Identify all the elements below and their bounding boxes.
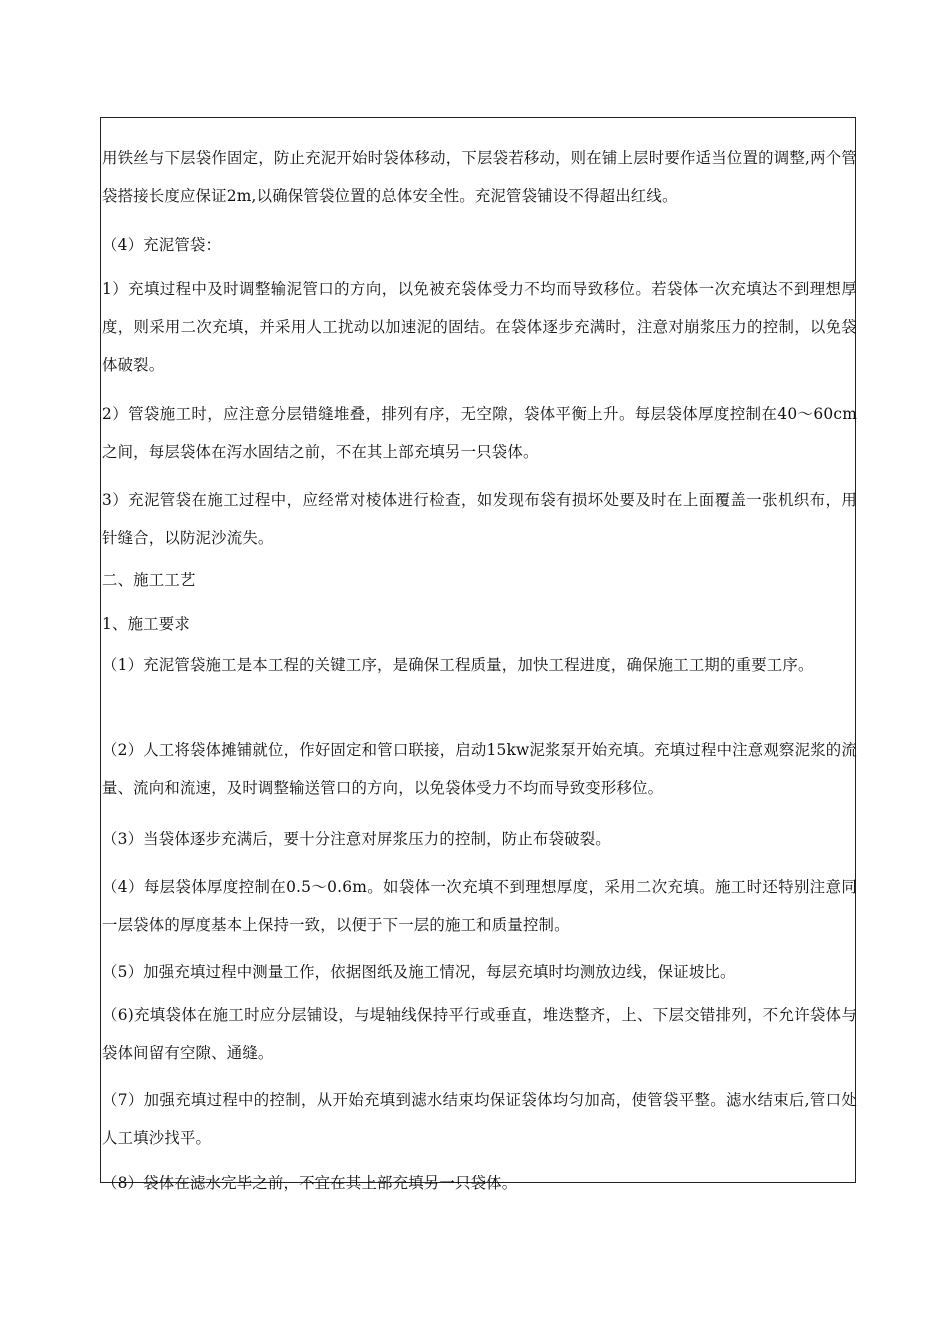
requirement-4: （4）每层袋体厚度控制在0.5～0.6m。如袋体一次充填不到理想厚度，采用二次充填。施工时还特别注意同一层袋体的厚度基本上保持一致，以便于下一层的施工和质量控制。 xyxy=(102,878,857,935)
requirement-1: （1）充泥管袋施工是本工程的关键工序，是确保工程质量，加快工程进度，确保施工工期的重要工序。 xyxy=(102,656,814,675)
paragraph-pipe-bag-fixing: 用铁丝与下层袋作固定，防止充泥开始时袋体移动，下层袋若移动，则在铺上层时要作适当位置的调整,两个管袋搭接长度应保证2m,以确保管袋位置的总体安全性。充泥管袋铺设不得超出红线。 xyxy=(102,149,857,206)
section-heading-construction-process: 二、施工工艺 xyxy=(102,571,196,590)
paragraph-item-3: 3）充泥管袋在施工过程中，应经常对棱体进行检查，如发现布袋有损坏处要及时在上面覆盖一张机织布，用针缝合，以防泥沙流失。 xyxy=(102,491,857,548)
document-frame xyxy=(100,117,857,1193)
paragraph-item-2: 2）管袋施工时，应注意分层错缝堆叠，排列有序，无空隙，袋体平衡上升。每层袋体厚度控制在40～60cm之间，每层袋体在泻水固结之前，不在其上部充填另一只袋体。 xyxy=(102,405,857,462)
requirement-6: （6)充填袋体在施工时应分层铺设，与堤轴线保持平行或垂直，堆迭整齐，上、下层交错排列，不允许袋体与袋体间留有空隙、通缝。 xyxy=(102,1006,857,1063)
requirement-5: （5）加强充填过程中测量工作，依据图纸及施工情况，每层充填时均测放边线，保证坡比。 xyxy=(102,963,736,982)
subsection-heading-construction-requirements: 1、施工要求 xyxy=(102,615,190,634)
heading-mud-filled-bags: （4）充泥管袋： xyxy=(102,236,222,255)
paragraph-item-1: 1）充填过程中及时调整输泥管口的方向，以免被充袋体受力不均而导致移位。若袋体一次充填达不到理想厚度，则采用二次充填，并采用人工扰动以加速泥的固结。在袋体逐步充满时，注意对崩浆压力的控制，以免袋体破裂。 xyxy=(102,280,857,375)
requirement-2: （2）人工将袋体摊铺就位，作好固定和管口联接，启动15kw泥浆泵开始充填。充填过程中注意观察泥浆的流量、流向和流速，及时调整输送管口的方向，以免袋体受力不均而导致变形移位。 xyxy=(102,741,857,798)
requirement-3: （3）当袋体逐步充满后，要十分注意对屏浆压力的控制，防止布袋破裂。 xyxy=(102,830,611,849)
requirement-8: （8）袋体在滤水完毕之前，不宜在其上部充填另一只袋体。 xyxy=(102,1174,518,1193)
requirement-7: （7）加强充填过程中的控制，从开始充填到滤水结束均保证袋体均匀加高，使管袋平整。滤水结束后,管口处人工填沙找平。 xyxy=(102,1091,857,1148)
